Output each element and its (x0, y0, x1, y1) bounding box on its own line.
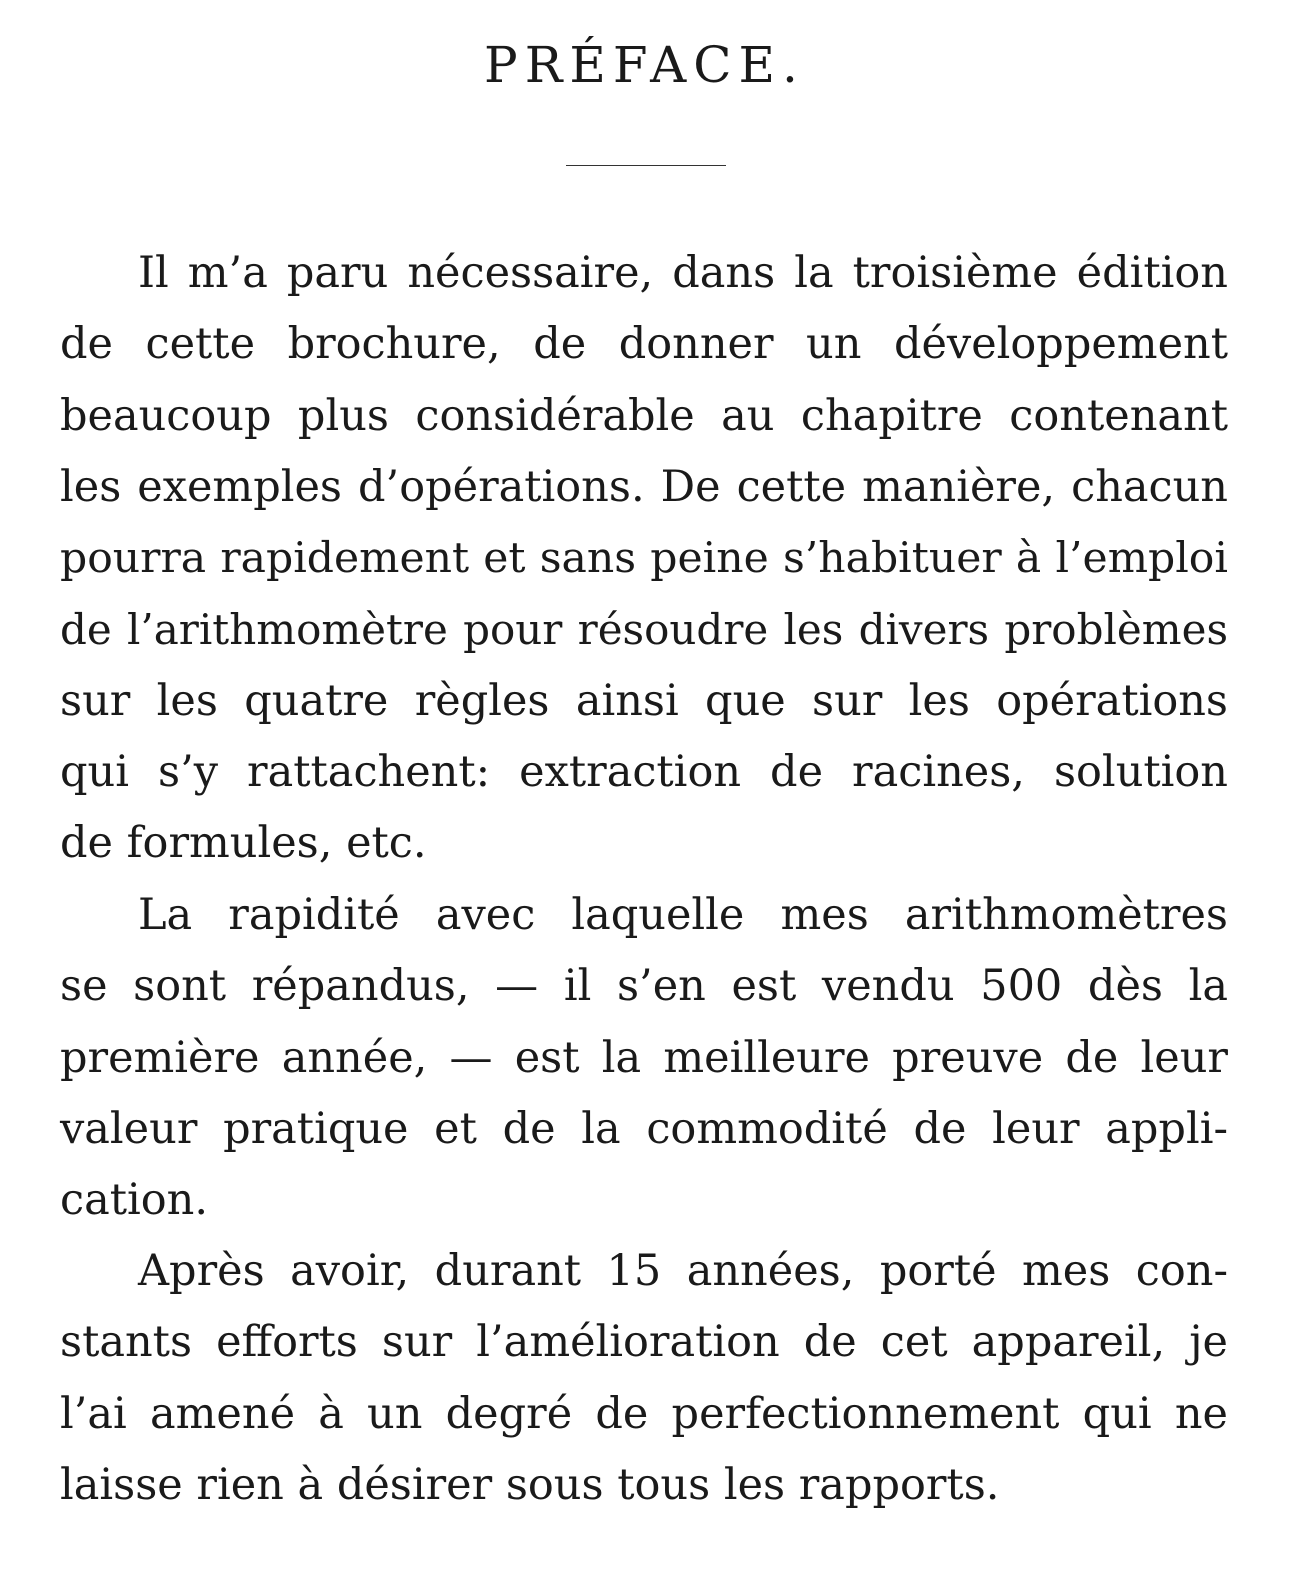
paragraph-3 (60, 1236, 1228, 1521)
text-line: cation. (60, 1175, 209, 1226)
text-line: Après avoir, durant 15 années, porté mes con- (138, 1246, 1228, 1296)
text-line: première année, — est la meilleure preuve de leur (60, 1032, 1228, 1083)
text-line: pourra rapidement et sans peine s’habituer à l’emploi (60, 534, 1228, 584)
text-line: beaucoup plus considérable au chapitre contenant (60, 390, 1228, 441)
text-line: de formules, etc. (60, 818, 427, 869)
text-line: les exemples d’opérations. De cette manière, chacun (60, 461, 1228, 512)
text-line: Il m’a paru nécessaire, dans la troisième édition (138, 248, 1228, 298)
text-line: sur les quatre règles ainsi que sur les opérations (60, 675, 1228, 726)
text-line: qui s’y rattachent: extraction de racines, solution (60, 747, 1228, 798)
text-line: l’ai amené à un degré de perfectionnement qui ne (60, 1388, 1228, 1439)
title-divider (566, 165, 726, 166)
text-line: stants efforts sur l’amélioration de cet appareil, je (60, 1317, 1228, 1368)
paragraph-2 (60, 880, 1228, 1236)
text-line: La rapidité avec laquelle mes arithmomètres (138, 890, 1228, 940)
text-line: se sont répandus, — il s’en est vendu 500 dès la (60, 961, 1228, 1012)
text-line: de cette brochure, de donner un développement (60, 319, 1228, 370)
text-line: laisse rien à désirer sous tous les rapports. (60, 1459, 1000, 1510)
text-line: valeur pratique et de la commodité de leur appli- (60, 1103, 1228, 1154)
text-line: de l’arithmomètre pour résoudre les divers problèmes (60, 605, 1228, 655)
paragraph-1 (60, 238, 1228, 880)
page-title: PRÉFACE. (484, 36, 805, 94)
